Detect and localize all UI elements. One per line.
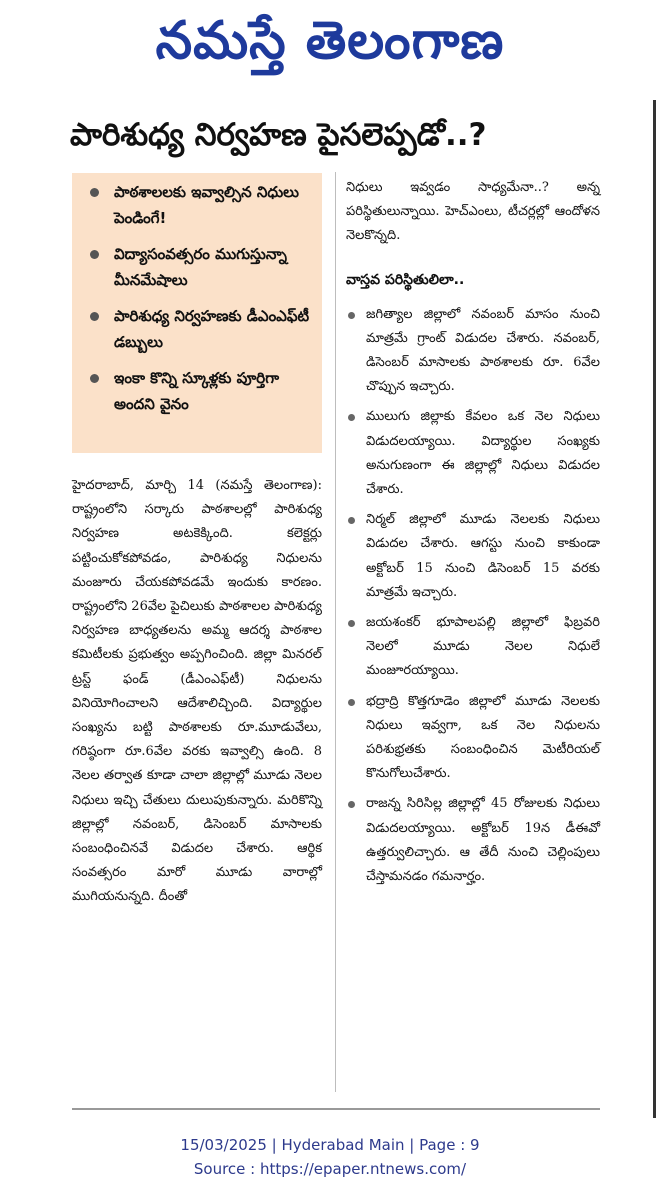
bullet-icon xyxy=(90,312,99,321)
highlight-text: పాఠశాలలకు ఇవ్వాల్సిన నిధులు పెండింగే! xyxy=(114,183,300,227)
bullet-icon xyxy=(348,414,355,421)
bullet-icon xyxy=(90,374,99,383)
district-item xyxy=(346,792,600,889)
masthead xyxy=(0,0,660,86)
article-bottom-rule xyxy=(72,1108,600,1110)
district-item xyxy=(346,690,600,787)
district-item xyxy=(346,611,600,684)
highlight-item xyxy=(86,179,316,231)
highlights-box xyxy=(72,173,322,453)
article-continuation: నిధులు ఇవ్వడం సాధ్యమేనా..? అన్న పరిస్థితులున్నాయి. హెచ్‌ఎంలు, టీచర్లల్లో ఆందోళన నెలకొన్నది. xyxy=(346,180,600,244)
highlight-item xyxy=(86,303,316,355)
district-item-text: నిర్మల్ జిల్లాలో మూడు నెలలకు నిధులు విడుదల చేశారు. ఆగస్టు నుంచి కాకుండా అక్టోబర్ 15 నుంచి డిసెంబర్ 15 వరకు మాత్రమే ఇచ్చారు. xyxy=(366,512,600,600)
district-item-text: జగిత్యాల జిల్లాలో నవంబర్ మాసం నుంచి మాత్రమే గ్రాంట్ విడుదల చేశారు. నవంబర్, డిసెంబర్ మాసాలకు పాఠశాలకు రూ. 6వేల చొప్పున ఇచ్చారు. xyxy=(366,306,600,395)
highlight-item xyxy=(86,365,316,417)
page-footer xyxy=(0,1133,660,1181)
bullet-icon xyxy=(348,312,355,319)
bullet-icon xyxy=(90,250,99,259)
article-body-right xyxy=(346,176,600,895)
district-item xyxy=(346,303,600,400)
newspaper-logo: నమస్తే తెలంగాణ xyxy=(155,11,505,71)
district-item xyxy=(346,405,600,502)
district-item-text: రాజన్న సిరిసిల్ల జిల్లాల్లో 45 రోజులకు నిధులు విడుదలయ్యాయి. అక్టోబర్ 19న డీఈవో ఉత్తర్వులిచ్చారు. ఆ తేదీ నుంచి చెల్లింపులు చేస్తామనడం గమనార్హం. xyxy=(366,796,600,885)
highlight-text: ఇంకా కొన్ని స్కూళ్లకు పూర్తిగా అందని వైనం xyxy=(114,369,280,413)
source-link[interactable]: Source : https://epaper.ntnews.com/ xyxy=(193,1160,467,1178)
highlight-text: పారిశుధ్య నిర్వహణకు డీఎంఎఫ్‌టీ డబ్బులు xyxy=(114,307,310,351)
bullet-icon xyxy=(348,801,355,808)
bullet-icon xyxy=(90,188,99,197)
district-item-text: జయశంకర్ భూపాలపల్లి జిల్లాలో ఫిబ్రవరి నెలలో మూడు నెలల నిధులే మంజూరయ్యాయి. xyxy=(366,615,600,679)
bullet-icon xyxy=(348,699,355,706)
district-item-text: భద్రాద్రి కొత్తగూడెం జిల్లాలో మూడు నెలలకు నిధులు ఇవ్వగా, ఒక నెల నిధులను పరిశుభ్రతకు సంబంధించిన మెటీరియల్ కొనుగోలుచేశారు. xyxy=(366,693,600,782)
district-item-text: ములుగు జిల్లాకు కేవలం ఒక నెల నిధులు విడుదలయ్యాయి. విద్యార్థుల సంఖ్యకు అనుగుణంగా ఈ జిల్లాల్లో నిధులు విడుదల చేశారు. xyxy=(366,409,600,498)
highlight-text: విద్యాసంవత్సరం ముగుస్తున్నా మీనమేషాలు xyxy=(114,245,287,289)
bullet-icon xyxy=(348,620,355,627)
highlight-item xyxy=(86,241,316,293)
article-body-left: హైదరాబాద్, మార్చి 14 (నమస్తే తెలంగాణ): రాష్ట్రంలోని సర్కారు పాఠశాలల్లో పారిశుధ్య నిర్వహణ అటకెక్కింది. కలెక్టర్లు పట్టించుకోకపోవడం, పారిశుధ్య నిధులను మంజూరు చేయకపోవడమే ఇందుకు కారణం. రాష్ట్రంలోని 26వేల పైచిలుకు పాఠశాలల పారిశుధ్య నిర్వహణ బాధ్యతలను అమ్మ ఆదర్శ పాఠశాల కమిటీలకు ప్రభుత్వం అప్పగించింది. జిల్లా మినరల్ ట్రస్ట్ ఫండ్ (డీఎంఎఫ్‌టీ) నిధులను వినియోగించాలని ఆదేశాలిచ్చింది. విద్యార్థుల సంఖ్యను బట్టి పాఠశాలకు రూ.మూడువేలు, గరిష్ఠంగా రూ.6వేల వరకు ఇవ్వాల్సి ఉంది. 8 నెలల తర్వాత కూడా చాలా జిల్లాల్లో మూడు నెలల నిధులు ఇచ్చి చేతులు దులుపుకున్నారు. మరికొన్ని జిల్లాల్లో నవంబర్, డిసెంబర్ మాసాలకు సంబంధించినవే విడుదల చేశారు. ఆర్థిక సంవత్సరం మారో మూడు వారాల్లో ముగియనున్నది. దీంతో xyxy=(72,478,322,905)
page-edge-rule xyxy=(653,100,656,1118)
article-headline: పారిశుధ్య నిర్వహణ పైసలెప్పడో..? xyxy=(70,117,487,153)
section-subheading: వాస్తవ పరిస్థితులిలా.. xyxy=(346,271,465,288)
district-item xyxy=(346,508,600,605)
bullet-icon xyxy=(348,517,355,524)
column-divider xyxy=(335,172,336,1092)
edition-info: 15/03/2025 | Hyderabad Main | Page : 9 xyxy=(180,1136,480,1154)
